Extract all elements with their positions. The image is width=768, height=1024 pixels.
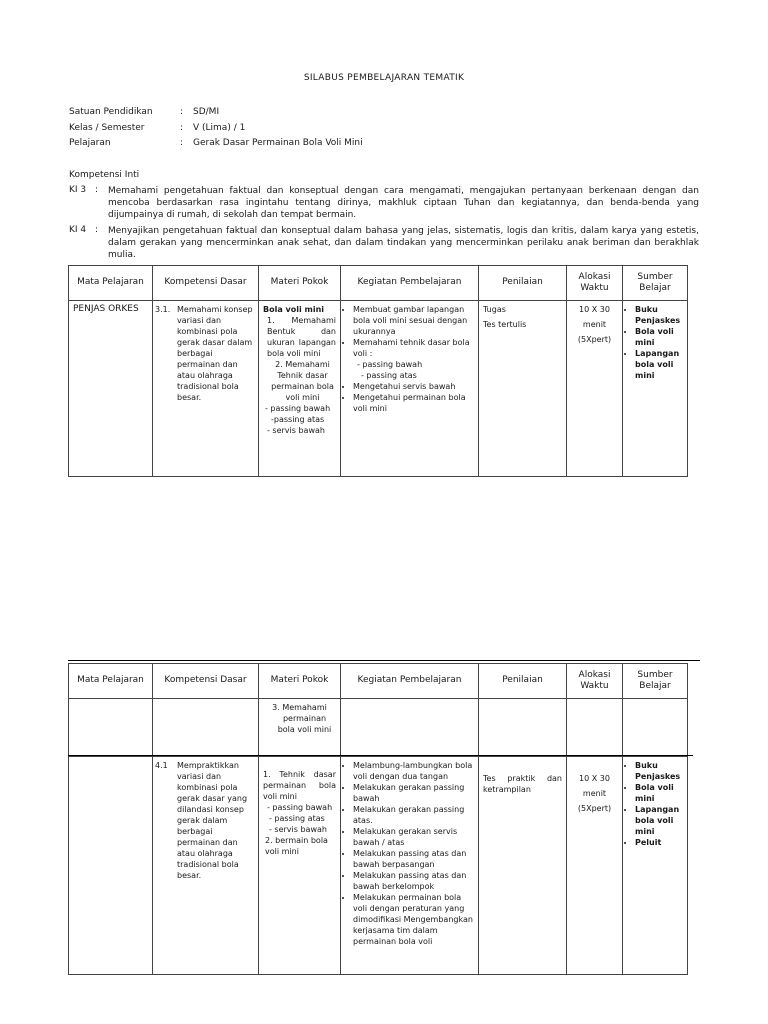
table-header-row	[69, 664, 688, 699]
penilaian-line: Tugas	[483, 305, 506, 314]
list-item: - passing atas	[361, 371, 417, 380]
kd-number: 3.1.	[155, 305, 171, 314]
ki-text: Memahami pengetahuan faktual dan konseptual dengan cara mengamati, mengajukan pertanyaan berkenaan dengan dan mencoba berdasarkan rasa ingintahu tentang dirinya, makhluk ciptaan Tuhan dan kegiatannya, dan benda-benda yang dijumpainya di rumah, di sekolah dan tempat bermain.	[108, 186, 699, 220]
document-title: SILABUS PEMBELAJARAN TEMATIK	[303, 73, 465, 83]
list-item: • Bola voli mini	[635, 782, 683, 804]
meta-value-pelajaran: Gerak Dasar Permainan Bola Voli Mini	[193, 138, 363, 148]
materi-line: 2. Memahami Tehnik dasar permainan bola voli mini	[271, 360, 334, 402]
header-penilaian: Penilaian	[479, 664, 567, 699]
meta-value-satuan: SD/MI	[193, 107, 220, 117]
cell-mata-pelajaran	[69, 757, 153, 975]
alokasi-line: menit	[582, 320, 607, 329]
page-divider	[68, 660, 700, 661]
header-materi-pokok: Materi Pokok	[259, 266, 341, 301]
list-item: • Lapangan bola voli mini	[635, 348, 683, 381]
header-sumber: Sumber Belajar	[623, 664, 688, 699]
list-item: • Memahami tehnik dasar bola voli :	[353, 337, 474, 359]
table-header-row	[69, 266, 688, 301]
meta-colon: :	[180, 138, 184, 148]
materi-line: - passing atas	[269, 814, 325, 823]
list-item: • Melakukan passing atas dan bawah berkelompok	[353, 870, 474, 892]
cell-mata-pelajaran	[69, 699, 153, 757]
cell-kompetensi-dasar	[153, 757, 259, 975]
meta-label-satuan: Satuan Pendidikan	[69, 107, 153, 117]
materi-line: bola voli mini	[277, 725, 332, 734]
header-penilaian: Penilaian	[479, 266, 567, 301]
alokasi-line: (5Xpert)	[577, 335, 612, 344]
list-item: • Bola voli mini	[635, 326, 683, 348]
list-item: • Melambung-lambungkan bola voli dengan dua tangan	[353, 760, 474, 782]
list-item: • Melakukan permainan bola voli dengan peraturan yang dimodifikasi Mengembangkan kerjasama tim dalam permainan bola voli	[353, 892, 474, 947]
list-item: - passing bawah	[357, 360, 423, 369]
header-kegiatan: Kegiatan Pembelajaran	[341, 266, 479, 301]
cell-kompetensi-dasar	[153, 699, 259, 757]
cell-alokasi	[567, 301, 623, 477]
section-divider	[68, 755, 693, 756]
header-mata-pelajaran: Mata Pelajaran	[69, 664, 153, 699]
materi-title: Bola voli mini	[263, 305, 325, 314]
list-item: • Buku Penjaskes	[635, 304, 683, 326]
list-item: • Buku Penjaskes	[635, 760, 683, 782]
list-item: • Peluit	[635, 837, 683, 848]
header-alokasi: Alokasi Waktu	[567, 266, 623, 301]
materi-line: -passing atas	[271, 415, 325, 424]
meta-colon: :	[180, 107, 184, 117]
cell-penilaian	[479, 699, 567, 757]
list-item: • Melakukan passing atas dan bawah berpasangan	[353, 848, 474, 870]
alokasi-line: 10 X 30	[579, 774, 610, 783]
cell-kegiatan	[341, 699, 479, 757]
table-row	[69, 301, 688, 477]
header-kegiatan: Kegiatan Pembelajaran	[341, 664, 479, 699]
materi-line: - servis bawah	[269, 825, 327, 834]
ki-colon: :	[95, 185, 99, 195]
ki-text: Menyajikan pengetahuan faktual dan konseptual dalam bahasa yang jelas, sistematis, logis dan kritis, dalam karya yang estetis, dalam gerakan yang mencerminkan anak sehat, dan dalam tindakan yang mencerminkan perilaku anak beriman dan berakhlak mulia.	[108, 226, 699, 260]
meta-colon: :	[180, 123, 184, 133]
cell-sumber	[623, 757, 688, 975]
list-item: • Mengetahui servis bawah	[353, 381, 474, 392]
kd-text: Mempraktikkan variasi dan kombinasi pola gerak dasar yang dilandasi konsep gerak dalam berbagai permainan dan atau olahraga tradisional bola besar.	[177, 761, 248, 880]
cell-alokasi	[567, 757, 623, 975]
header-mata-pelajaran: Mata Pelajaran	[69, 266, 153, 301]
syllabus-table-page1	[68, 265, 688, 477]
materi-line: - passing bawah	[267, 803, 333, 812]
materi-line: 1. Tehnik dasar permainan bola voli mini	[263, 770, 336, 801]
ki-colon: :	[95, 225, 99, 235]
materi-line: 3. Memahami	[272, 703, 327, 712]
syllabus-table-page2	[68, 663, 688, 975]
meta-value-kelas: V (Lima) / 1	[193, 123, 246, 133]
header-materi-pokok: Materi Pokok	[259, 664, 341, 699]
header-alokasi: Alokasi Waktu	[567, 664, 623, 699]
list-item: • Melakukan gerakan passing bawah	[353, 782, 474, 804]
materi-line: 1. Memahami Bentuk dan ukuran lapangan bola voli mini	[267, 316, 336, 358]
table-row	[69, 699, 688, 757]
kd-text: Memahami konsep variasi dan kombinasi pola gerak dasar dalam berbagai permainan dan atau olahraga tradisional bola besar.	[177, 305, 253, 402]
mapel-text: PENJAS ORKES	[73, 304, 139, 314]
meta-label-pelajaran: Pelajaran	[69, 138, 111, 148]
ki-code: KI 3	[69, 185, 87, 195]
meta-label-kelas: Kelas / Semester	[69, 123, 145, 133]
cell-materi-pokok	[259, 301, 341, 477]
header-kompetensi-dasar: Kompetensi Dasar	[153, 664, 259, 699]
materi-line: permainan	[282, 714, 327, 723]
cell-penilaian	[479, 757, 567, 975]
list-item: • Membuat gambar lapangan bola voli mini sesuai dengan ukurannya	[353, 304, 474, 337]
cell-kompetensi-dasar	[153, 301, 259, 477]
cell-materi-pokok	[259, 757, 341, 975]
alokasi-line: menit	[582, 789, 607, 798]
cell-sumber	[623, 699, 688, 757]
kd-number: 4.1	[155, 761, 168, 770]
alokasi-line: 10 X 30	[579, 305, 610, 314]
list-item: • Lapangan bola voli mini	[635, 804, 683, 837]
list-item: • Melakukan gerakan servis bawah / atas	[353, 826, 474, 848]
header-kompetensi-dasar: Kompetensi Dasar	[153, 266, 259, 301]
cell-sumber	[623, 301, 688, 477]
cell-materi-pokok	[259, 699, 341, 757]
table-row	[69, 757, 688, 975]
cell-mata-pelajaran	[69, 301, 153, 477]
materi-line: - servis bawah	[267, 426, 325, 435]
cell-penilaian	[479, 301, 567, 477]
ki-code: KI 4	[69, 225, 87, 235]
kompetensi-inti-heading: Kompetensi Inti	[69, 170, 140, 180]
penilaian-text: Tes praktik dan ketrampilan	[483, 774, 562, 794]
alokasi-line: (5Xpert)	[577, 804, 612, 813]
list-item: • Melakukan gerakan passing atas.	[353, 804, 474, 826]
cell-kegiatan	[341, 301, 479, 477]
header-sumber: Sumber Belajar	[623, 266, 688, 301]
materi-line: 2. bermain bola voli mini	[265, 836, 328, 856]
penilaian-line: Tes tertulis	[483, 320, 527, 329]
materi-line: - passing bawah	[265, 404, 331, 413]
list-item: • Mengetahui permainan bola voli mini	[353, 392, 474, 414]
cell-alokasi	[567, 699, 623, 757]
cell-kegiatan	[341, 757, 479, 975]
